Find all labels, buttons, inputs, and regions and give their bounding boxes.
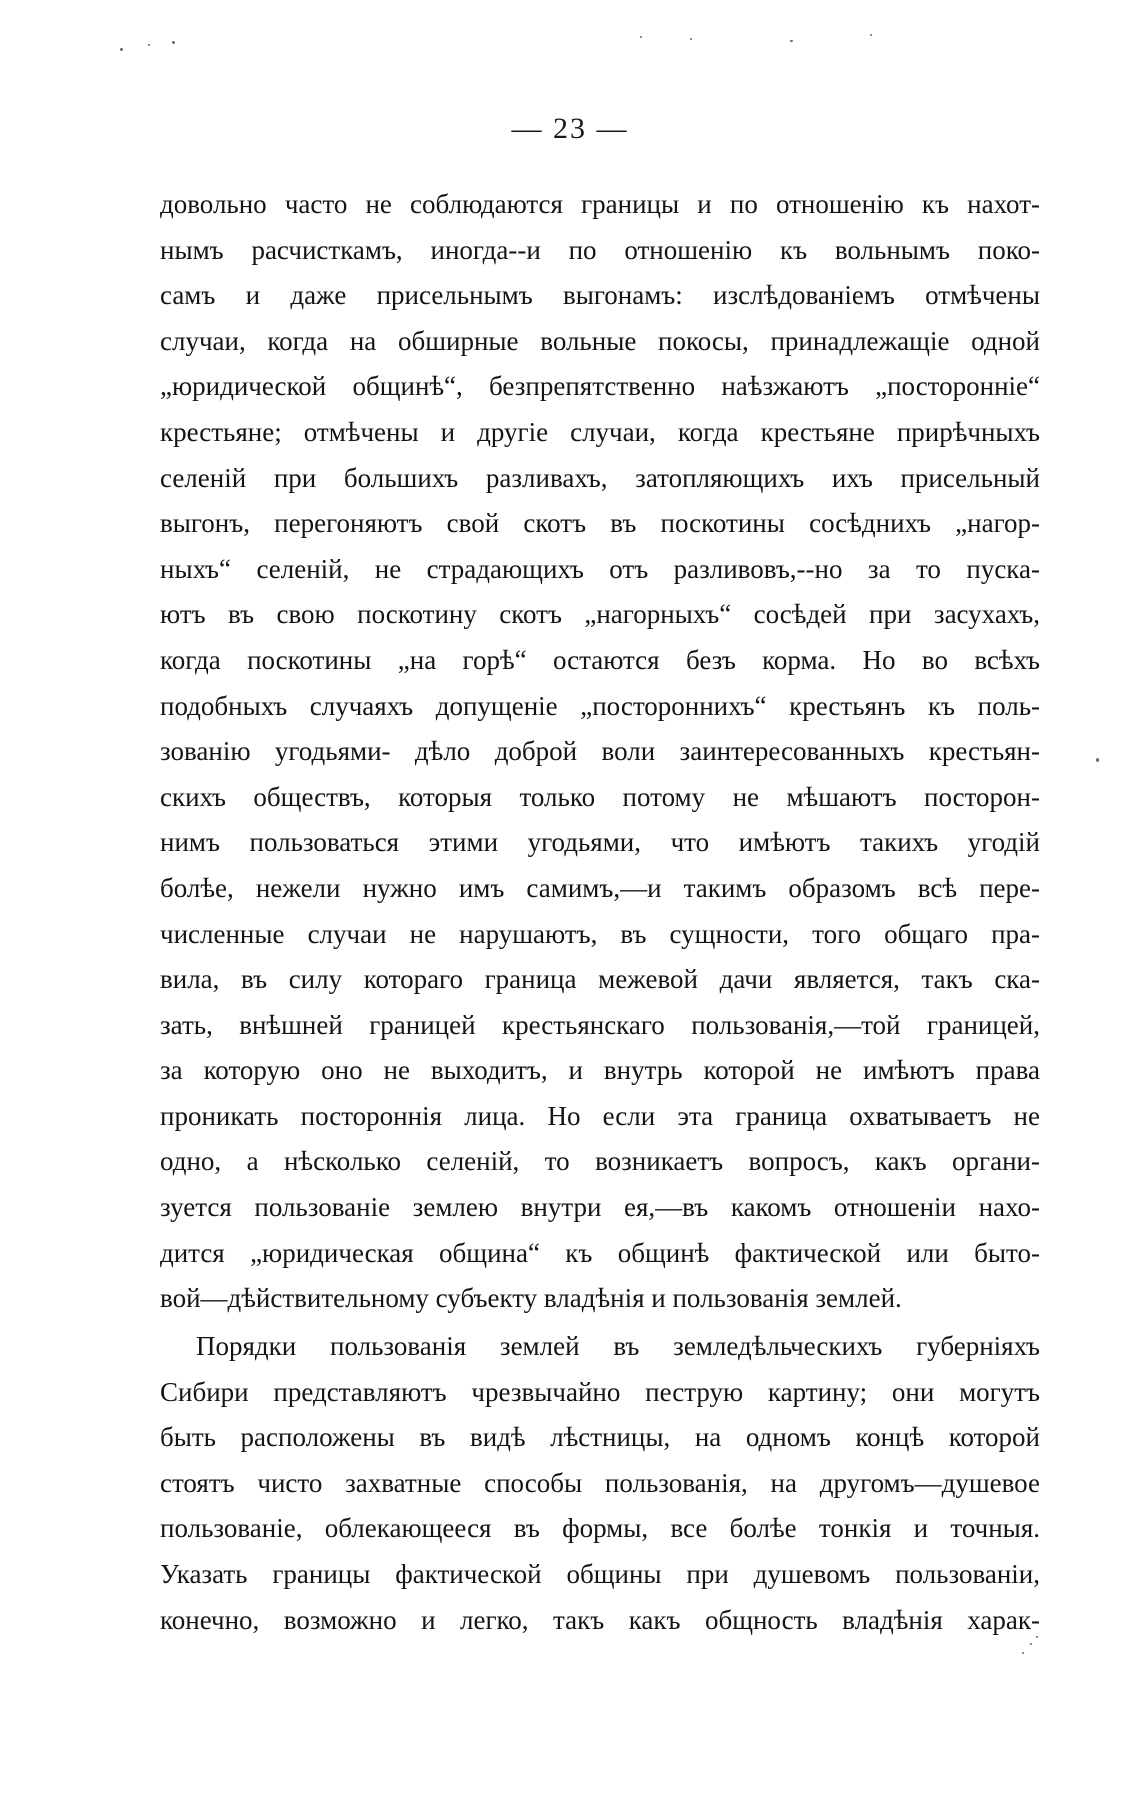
page-number: — 23 — xyxy=(511,112,629,145)
text-line: „юридической общинѣ“, безпрепятственно наѣзжаютъ „посторонніе“ xyxy=(160,371,1040,402)
scan-speck xyxy=(690,38,692,40)
text-line: зать, внѣшней границей крестьянскаго пользованія,—той границей, xyxy=(160,1009,1040,1040)
text-line: нымъ расчисткамъ, иногда--и по отношенію къ вольнымъ поко- xyxy=(160,234,1040,265)
text-line: селеній при большихъ разливахъ, затопляющихъ ихъ присельный xyxy=(160,462,1040,493)
text-line: выгонъ, перегоняютъ свой скотъ въ поскотины сосѣднихъ „нагор- xyxy=(160,508,1040,539)
text-line: подобныхъ случаяхъ допущеніе „постороннихъ“ крестьянъ къ поль- xyxy=(160,690,1040,721)
text-line: случаи, когда на обширные вольные покосы, принадлежащіе одной xyxy=(160,325,1040,356)
text-line: зуется пользованіе землею внутри ея,—въ какомъ отношеніи нахо- xyxy=(160,1192,1040,1223)
text-line: довольно часто не соблюдаются границы и по отношенію къ нахот- xyxy=(160,189,1040,219)
text-line: ныхъ“ селеній, не страдающихъ отъ разливовъ,--но за то пуска- xyxy=(160,553,1040,584)
text-line: вой—дѣйствительному субъекту владѣнія и пользованія землей. xyxy=(160,1283,902,1314)
scan-speck xyxy=(120,48,123,51)
text-line: нимъ пользоваться этими угодьями, что имѣютъ такихъ угодій xyxy=(160,827,1040,858)
text-line: за которую оно не выходитъ, и внутрь которой не имѣютъ права xyxy=(160,1055,1040,1086)
text-line: когда поскотины „на горѣ“ остаются безъ корма. Но во всѣхъ xyxy=(160,644,1040,675)
scan-speck xyxy=(640,36,642,38)
text-line: зованію угодьями- дѣло доброй воли заинтересованныхъ крестьян- xyxy=(160,736,1040,767)
paragraph-1 xyxy=(160,182,1040,1322)
text-line: болѣе, нежели нужно имъ самимъ,—и такимъ образомъ всѣ пере- xyxy=(160,872,1040,903)
text-line: самъ и даже присельнымъ выгонамъ: изслѣдованіемъ отмѣчены xyxy=(160,280,1040,311)
text-line: Указать границы фактической общины при душевомъ пользованіи, xyxy=(160,1558,1040,1589)
scan-speck xyxy=(1036,1636,1038,1638)
text-line: ютъ въ свою поскотину скотъ „нагорныхъ“ сосѣдей при засухахъ, xyxy=(160,599,1040,630)
text-line: дится „юридическая община“ къ общинѣ фактической или быто- xyxy=(160,1237,1040,1268)
text-line: Порядки пользованія землей въ земледѣльческихъ губерніяхъ xyxy=(196,1331,1040,1361)
text-line: скихъ обществъ, которыя только потому не мѣшаютъ посторон- xyxy=(160,781,1040,812)
text-line: быть расположены въ видѣ лѣстницы, на одномъ концѣ которой xyxy=(160,1422,1040,1453)
text-line: стоятъ чисто захватные способы пользованія, на другомъ—душевое xyxy=(160,1467,1040,1498)
text-line: крестьяне; отмѣчены и другіе случаи, когда крестьяне приpѣчныхъ xyxy=(160,416,1040,447)
scan-speck xyxy=(172,41,175,44)
text-line: пользованіе, облекающееся въ формы, все болѣе тонкія и точныя. xyxy=(160,1513,1040,1544)
scan-speck xyxy=(790,40,793,42)
scan-speck xyxy=(148,44,150,46)
scan-speck xyxy=(870,34,872,36)
text-line: конечно, возможно и легко, такъ какъ общность владѣнія харак- xyxy=(160,1604,1040,1635)
text-line: численные случаи не нарушаютъ, въ сущности, того общаго пра- xyxy=(160,918,1040,949)
text-line: вила, въ силу котораго граница межевой дачи является, такъ ска- xyxy=(160,964,1040,995)
text-line: проникать постороннія лица. Но если эта граница охватываетъ не xyxy=(160,1100,1040,1131)
text-line: Сибири представляютъ чрезвычайно пеструю картину; они могутъ xyxy=(160,1376,1040,1407)
text-line: одно, а нѣсколько селеній, то возникаетъ вопросъ, какъ органи- xyxy=(160,1146,1040,1177)
paragraph-2 xyxy=(160,1324,1040,1643)
scan-speck xyxy=(1022,1652,1024,1654)
scan-speck xyxy=(1096,758,1099,762)
scan-speck xyxy=(1030,1643,1032,1645)
